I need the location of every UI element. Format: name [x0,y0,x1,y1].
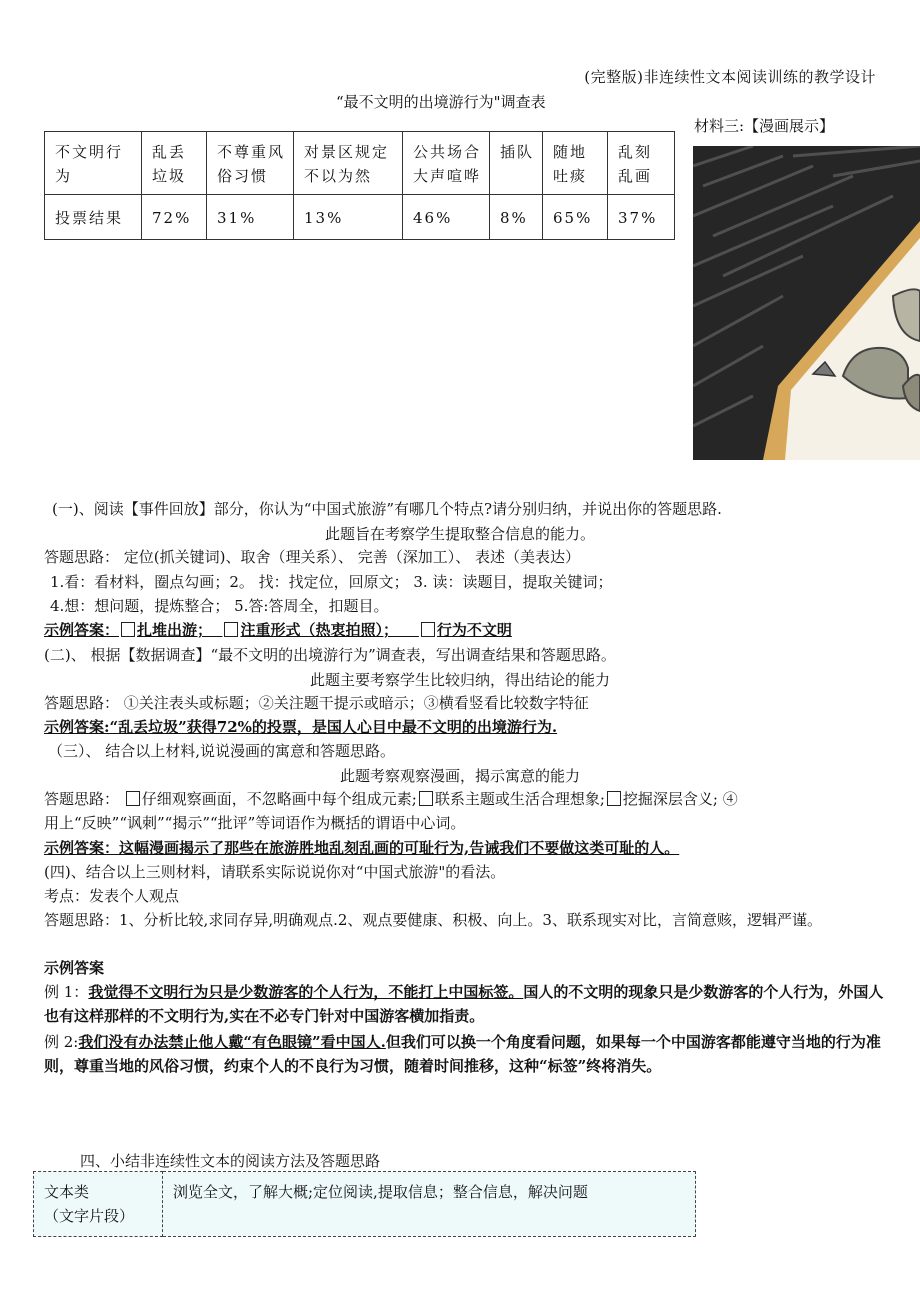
example-two [44,1030,890,1078]
question-one: (一)、阅读【事件回放】部分，你认为“中国式旅游”有哪几个特点?请分别归纳，并说出你的答题思路. [52,500,722,518]
material-three-label: 材料三:【漫画展示】 [694,117,835,135]
summary-table [33,1171,696,1237]
table-cell: 随地吐痰 [543,132,608,195]
table-cell: 46% [403,195,490,240]
question-one-steps-2: 4.想：想问题，提炼整合； 5.答:答周全，扣题目。 [50,597,389,615]
survey-table [44,131,675,240]
table-cell: 65% [543,195,608,240]
table-cell: 投票结果 [45,195,142,240]
approach-step: 仔细观察画面，不忽略画中每个组成元素; [141,790,417,808]
summary-row-label [34,1172,163,1237]
question-four-answer-label: 示例答案 [44,959,105,977]
example-prefix: 例 1： [44,983,89,1001]
question-three-aim: 此题考察观察漫画，揭示寓意的能力 [339,767,580,785]
question-one-steps-1: 1.看：看材料，圈点勾画；2。 找：找定位，回原文； 3. 读：读题目，提取关键词； [50,573,613,591]
question-four-approach: 答题思路：1、分析比较,求同存异,明确观点.2、观点要健康、积极、向上。3、联系现实对比，言简意赅，逻辑严谨。 [44,911,822,929]
example-one [44,980,890,1028]
checkbox-icon [421,622,435,637]
question-four-point: 考点：发表个人观点 [44,887,180,905]
table-cell: 不尊重风俗习惯 [207,132,294,195]
document-header: (完整版)非连续性文本阅读训练的教学设计 [584,68,876,86]
table-cell: 72% [142,195,207,240]
table-cell: 8% [490,195,543,240]
question-two-answer: 示例答案:“乱丢垃圾”获得72%的投票，是国人心目中最不文明的出境游行为. [44,718,558,736]
question-three: （三）、 结合以上材料,说说漫画的寓意和答题思路。 [48,742,396,760]
table-cell: 乱丢垃圾 [142,132,207,195]
summary-row-text: 浏览全文，了解大概;定位阅读,提取信息；整合信息，解决问题 [163,1172,696,1237]
question-one-aim: 此题旨在考察学生提取整合信息的能力。 [324,525,595,543]
comic-image [693,146,920,460]
question-three-approach [44,788,738,810]
survey-title: “最不文明的出境游行为"调查表 [336,93,546,111]
approach-step: 挖掘深层含义; ④ [622,790,738,808]
table-cell: 13% [294,195,403,240]
example-text: 但我们可以换一个角度看问题，如果每一个中国游客都能遵守当地的行为准则，尊重当地的风俗习惯，约束个人的不良行为习惯，随着时间推移，这种“标签”终将消失。 [44,1033,881,1075]
summary-title: 四、小结非连续性文本的阅读方法及答题思路 [80,1152,381,1170]
question-two-aim: 此题主要考察学生比较归纳，得出结论的能力 [309,671,610,689]
answer-item: 行为不文明 [436,621,512,639]
question-three-answer: 示例答案：这幅漫画揭示了那些在旅游胜地乱刻乱画的可耻行为,告诫我们不要做这类可耻的人。 [44,839,680,857]
row-label-line: （文字片段） [44,1207,135,1225]
example-prefix: 例 2: [44,1033,79,1051]
table-cell: 乱刻乱画 [608,132,675,195]
question-two-approach: 答题思路： ①关注表头或标题；②关注题干提示或暗示；③横看竖看比较数字特征 [44,694,589,712]
survey-header-row [45,132,675,195]
table-cell: 31% [207,195,294,240]
table-cell: 插队 [490,132,543,195]
question-two: (二)、 根据【数据调查】“最不文明的出境游行为”调查表，写出调查结果和答题思路。 [44,646,616,664]
example-underlined: 我们没有办法禁止他人戴“有色眼镜”看中国人. [78,1033,386,1051]
example-text: 国人的不文明的现象只是少数游客的个人行为，外国人也有这样那样的不文明行为,实在不必专门针对中国游客横加指责。 [44,983,884,1025]
question-one-answer [44,619,512,641]
approach-label: 答题思路： [44,790,120,808]
table-cell: 对景区规定不以为然 [294,132,403,195]
answer-item: 注重形式（热衷拍照）； [240,621,398,639]
question-one-approach: 答题思路： 定位(抓关键词)、取舍（理关系）、 完善（深加工）、 表述（美表达） [44,548,581,566]
answer-label: 示例答案： [44,621,120,639]
checkbox-icon [126,791,140,806]
question-four: (四)、结合以上三则材料，请联系实际说说你对“中国式旅游"的看法。 [44,863,506,881]
checkbox-icon [419,791,433,806]
table-cell: 公共场合大声喧哗 [403,132,490,195]
survey-result-row [45,195,675,240]
checkbox-icon [224,622,238,637]
table-cell: 37% [608,195,675,240]
comic-illustration [693,146,920,460]
question-three-approach-cont: 用上“反映”“讽刺”“揭示”“批评”等词语作为概括的谓语中心词。 [44,814,466,832]
row-label-line: 文本类 [44,1183,90,1201]
summary-row [34,1172,696,1237]
checkbox-icon [607,791,621,806]
answer-item: 扎堆出游； [137,621,213,639]
approach-step: 联系主题或生活合理想象; [434,790,605,808]
checkbox-icon [121,622,135,637]
table-cell: 不文明行为 [45,132,142,195]
example-underlined: 我觉得不文明行为只是少数游客的个人行为，不能打上中国标签。 [88,983,524,1001]
